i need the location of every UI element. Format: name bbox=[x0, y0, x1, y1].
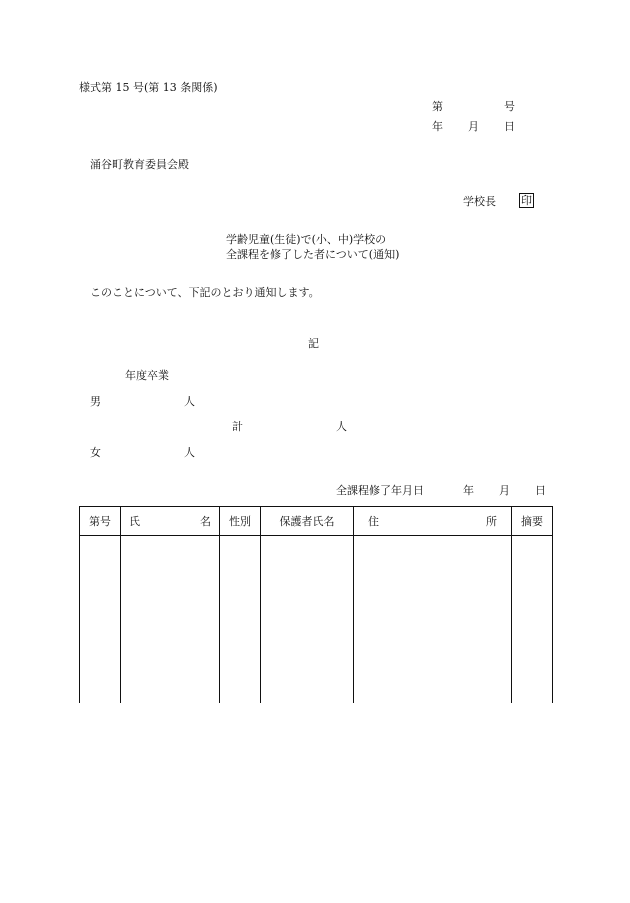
cell-remarks bbox=[512, 536, 553, 704]
cell-address bbox=[354, 536, 512, 704]
cell-gender bbox=[220, 536, 261, 704]
male-label: 男 bbox=[90, 395, 101, 408]
doc-number-go: 号 bbox=[504, 100, 515, 113]
header-number: 第号 bbox=[80, 507, 121, 536]
cell-name bbox=[121, 536, 220, 704]
date-year: 年 bbox=[432, 120, 443, 133]
header-remarks: 摘要 bbox=[512, 507, 553, 536]
header-name bbox=[121, 507, 220, 536]
doc-number-dai: 第 bbox=[432, 100, 443, 113]
header-address-a: 住 bbox=[368, 515, 379, 528]
header-gender: 性別 bbox=[220, 507, 261, 536]
body-text: このことについて、下記のとおり通知します。 bbox=[90, 286, 320, 299]
completion-day: 日 bbox=[535, 484, 546, 497]
completion-year: 年 bbox=[463, 484, 474, 497]
male-unit: 人 bbox=[184, 395, 195, 408]
graduation-year-label: 年度卒業 bbox=[125, 369, 169, 382]
cell-guardian bbox=[261, 536, 354, 704]
total-unit: 人 bbox=[336, 420, 347, 433]
subject-line-2: 全課程を修了した者について(通知) bbox=[226, 248, 400, 261]
date-month: 月 bbox=[468, 120, 479, 133]
total-label: 計 bbox=[232, 420, 243, 433]
completion-month: 月 bbox=[499, 484, 510, 497]
addressee: 涌谷町教育委員会殿 bbox=[90, 158, 189, 171]
seal-stamp: 印 bbox=[521, 194, 532, 207]
sender-title: 学校長 bbox=[463, 195, 496, 208]
student-roster-table bbox=[79, 506, 553, 703]
table-row bbox=[80, 536, 553, 704]
cell-number bbox=[80, 536, 121, 704]
header-address-b: 所 bbox=[486, 515, 497, 528]
female-label: 女 bbox=[90, 446, 101, 459]
table-header-row bbox=[80, 507, 553, 536]
female-unit: 人 bbox=[184, 446, 195, 459]
ki-heading: 記 bbox=[308, 337, 319, 350]
completion-date-label: 全課程修了年月日 bbox=[336, 484, 424, 497]
subject-line-1: 学齢児童(生徒)で(小、中)学校の bbox=[226, 233, 387, 246]
header-address bbox=[354, 507, 512, 536]
form-number: 様式第 15 号(第 13 条関係) bbox=[79, 81, 218, 94]
header-name-a: 氏 bbox=[129, 515, 140, 528]
date-day: 日 bbox=[504, 120, 515, 133]
header-guardian: 保護者氏名 bbox=[261, 507, 354, 536]
header-name-b: 名 bbox=[200, 515, 211, 528]
